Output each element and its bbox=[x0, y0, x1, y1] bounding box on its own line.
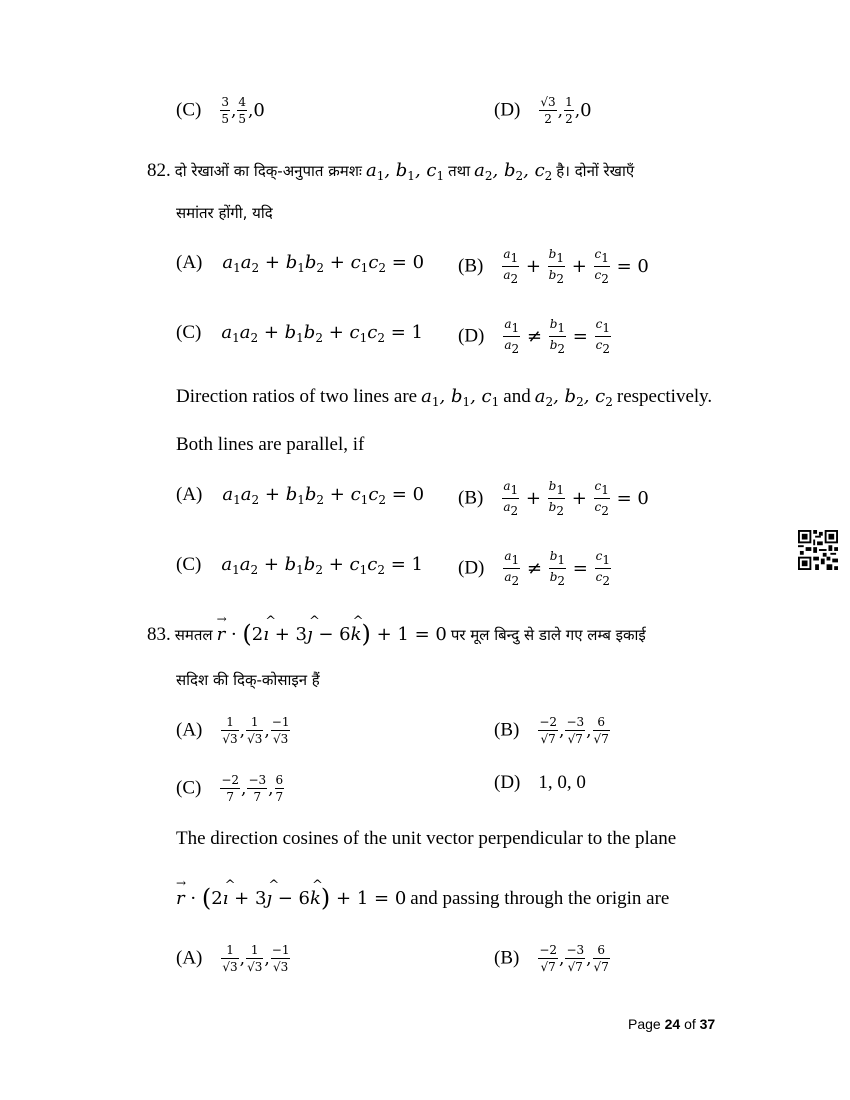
option-label: (A) bbox=[176, 484, 203, 505]
option-label: (B) bbox=[458, 255, 484, 277]
of-word: of bbox=[684, 1016, 696, 1032]
q82-en-option-b: (B) $\frac{a1}{a2}$ + $\frac{b1}{b2}$ + $\frac{c1}{c2}$ = 0 bbox=[458, 479, 649, 518]
q81-option-c bbox=[176, 96, 265, 125]
q82-en-text-a: Direction ratios of two lines are bbox=[176, 386, 418, 407]
question-number: 83. bbox=[147, 624, 171, 645]
q81-option-d-math: $\frac{√3}{2}$ , $\frac{1}{2}$ ,0 bbox=[540, 95, 592, 126]
option-label: (A) bbox=[176, 719, 203, 741]
q82-set-1: $a_1$, $b_1$, $c_1$ bbox=[365, 160, 445, 183]
option-label: (A) bbox=[176, 947, 203, 969]
option-label: (D) bbox=[494, 772, 521, 793]
q82-en-text-c: respectively. bbox=[616, 386, 713, 407]
q82-hindi-text-c: है। दोनों रेखाएँ bbox=[556, 162, 635, 180]
page-number: 24 bbox=[664, 1016, 681, 1032]
page-total: 37 bbox=[699, 1016, 716, 1032]
option-label: (C) bbox=[176, 99, 202, 121]
q82-en-option-a: (A) $a_1a_2 + b_1b_2 + c_1c_2 = 0$ bbox=[176, 484, 425, 507]
question-number: 82. bbox=[147, 160, 171, 181]
q83-hi-option-c: (C) $\frac{-2}{7}$ , $\frac{-3}{7}$ , $\frac{6}{7}$ bbox=[176, 773, 284, 804]
option-label: (C) bbox=[176, 322, 202, 343]
option-label: (D) bbox=[494, 99, 521, 121]
option-label: (C) bbox=[176, 554, 202, 575]
option-label: (D) bbox=[458, 557, 485, 579]
q82-set-2: $a_2$, $b_2$, $c_2$ bbox=[474, 160, 553, 183]
q83-english-line-1: The direction cosines of the unit vector perpendicular to the plane bbox=[176, 828, 677, 849]
q82-english-line-1: Direction ratios of two lines are $a_1$, $b_1$, $c_1$ and $a_2$, $b_2$, $c_2$ respectively. bbox=[176, 386, 713, 409]
option-label: (D) bbox=[458, 325, 485, 347]
q83-hindi-text-b: पर मूल बिन्दु से डाले गए लम्ब इकाई bbox=[450, 626, 646, 644]
q82-hi-option-a: (A) $a_1a_2 + b_1b_2 + c_1c_2 = 0$ bbox=[176, 252, 425, 275]
q82-hi-option-c: (C) $a_1a_2 + b_1b_2 + c_1c_2 = 1$ bbox=[176, 322, 423, 345]
page-footer bbox=[628, 1016, 715, 1032]
q82-en-option-c: (C) $a_1a_2 + b_1b_2 + c_1c_2 = 1$ bbox=[176, 554, 423, 577]
q83-en-option-b: (B) $\frac{-2}{√7}$ , $\frac{-3}{√7}$ , $\frac{6}{√7}$ bbox=[494, 943, 609, 974]
q83-hi-option-b: (B) $\frac{-2}{√7}$ , $\frac{-3}{√7}$ , $\frac{6}{√7}$ bbox=[494, 715, 609, 746]
q83-english-line-2 bbox=[176, 884, 669, 912]
plane-equation: r → · (2ı ^ + 3ȷ ^ − 6k ^) + 1 = 0 bbox=[176, 888, 406, 909]
plane-equation: r → · (2ı ^ + 3ȷ ^ − 6k ^) + 1 = 0 bbox=[217, 624, 447, 645]
q82-hindi-text-b: तथा bbox=[448, 162, 471, 180]
q83-hindi-text-a: समतल bbox=[174, 626, 213, 644]
q82-hindi-text-a: दो रेखाओं का दिक्-अनुपात क्रमशः bbox=[174, 162, 362, 180]
q83-en-text: and passing through the origin are bbox=[410, 888, 670, 909]
q82-en-option-d: (D) $\frac{a1}{a2}$ ≠ $\frac{b1}{b2}$ = $\frac{c1}{c2}$ bbox=[458, 549, 610, 588]
q83-option-d-text: 1, 0, 0 bbox=[538, 772, 586, 793]
q83-en-option-a: (A) $\frac{1}{√3}$ , $\frac{1}{√3}$ , $\frac{-1}{√3}$ bbox=[176, 943, 290, 974]
q82-english-line-2: Both lines are parallel, if bbox=[176, 434, 365, 455]
q83-hindi-line-2: सदिश की दिक्-कोसाइन हैं bbox=[176, 671, 320, 689]
page-word: Page bbox=[628, 1016, 661, 1032]
q83-hi-option-a: (A) $\frac{1}{√3}$ , $\frac{1}{√3}$ , $\frac{-1}{√3}$ bbox=[176, 715, 290, 746]
option-label: (B) bbox=[458, 487, 484, 509]
option-label: (B) bbox=[494, 947, 520, 969]
q82-hi-option-d: (D) $\frac{a1}{a2}$ ≠ $\frac{b1}{b2}$ = $\frac{c1}{c2}$ bbox=[458, 317, 610, 356]
q83-hi-option-d bbox=[494, 772, 586, 794]
q81-option-d bbox=[494, 96, 592, 125]
q82-hindi-line-2: समांतर होंगी, यदि bbox=[176, 204, 273, 222]
q82-hi-option-b: (B) $\frac{a1}{a2}$ + $\frac{b1}{b2}$ + $\frac{c1}{c2}$ = 0 bbox=[458, 247, 649, 286]
q82-en-text-b: and bbox=[503, 386, 531, 407]
q82-hindi-line-1 bbox=[147, 160, 634, 183]
q83-hindi-line-1 bbox=[147, 620, 646, 648]
option-label: (A) bbox=[176, 252, 203, 273]
option-label: (C) bbox=[176, 777, 202, 799]
option-label: (B) bbox=[494, 719, 520, 741]
qr-code-icon bbox=[798, 530, 838, 570]
q81-option-c-math: $\frac{3}{5}$ , $\frac{4}{5}$ ,0 bbox=[221, 95, 265, 126]
